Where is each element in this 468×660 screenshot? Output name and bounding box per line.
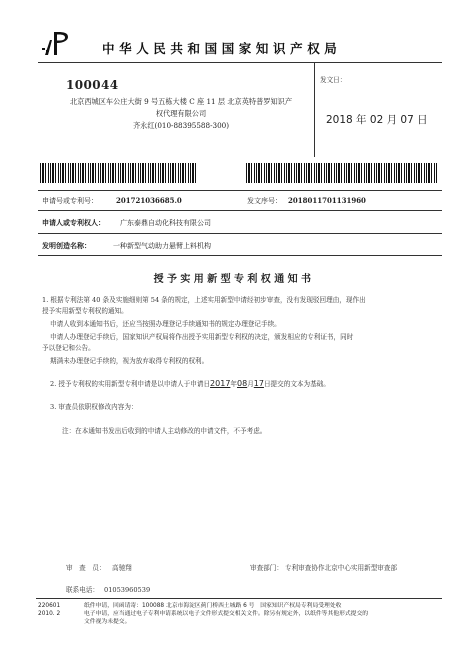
para-2-prefix: 2. 授予专利权的实用新型专利申请是以申请人于申请日 (50, 380, 211, 388)
month-char: 月 (247, 380, 254, 388)
para-3: 3. 审查员依职权修改内容为： (50, 403, 138, 411)
para-1-line-3: 申请人收到本通知书后，还应当按照办理登记手续通知书的规定办理登记手续。 (50, 320, 281, 328)
filing-year: 2017 (210, 379, 231, 388)
phone-label: 联系电话： (66, 586, 99, 594)
para-1-line-2: 授予实用新型专利权的通知。 (42, 307, 128, 315)
form-code: 220601 (38, 603, 61, 609)
para-2 (50, 378, 330, 390)
address-line-2: 权代理有限公司 (155, 109, 207, 118)
para-1-line-6: 期满未办理登记手续的，视为放弃取得专利权的权利。 (50, 357, 209, 365)
note: 注：在本通知书发出后收到的申请人主动修改的申请文件，不予考虑。 (62, 427, 267, 435)
issue-date-label: 发文日： (320, 76, 347, 84)
dept-name: 专利审查协作北京中心实用新型审查部 (285, 564, 398, 572)
para-1-line-4: 申请人办理登记手续后，国家知识产权局将作出授予实用新型专利权的决定，颁发相应的专利证书，同时 (50, 333, 354, 341)
phone-number: 01053960539 (104, 586, 151, 594)
examiner-label: 审 查 员： (66, 564, 106, 572)
applicant-label: 申请人或专利权人： (42, 218, 105, 227)
filing-day: 17 (253, 379, 264, 388)
form-version: 2010. 2 (38, 611, 61, 617)
footer-line-2: 电子申请，应当通过电子专利申请系统以电子文件形式提交相关文件。除另有规定外，以纸件等其他形式提交的 (84, 611, 369, 617)
serial-label: 发文序号： (247, 197, 282, 205)
notice-title: 授予实用新型专利权通知书 (153, 274, 315, 285)
issue-date: 2018 年 02 月 07 日 (326, 114, 428, 126)
invention-name: 一种新型气动助力悬臂上料机构 (113, 242, 211, 250)
fields-top-rule (38, 190, 442, 191)
footer-line-3: 文件视为未提交。 (84, 619, 131, 625)
sipo-logo-icon (40, 28, 80, 58)
office-name: 中华人民共和国国家知识产权局 (102, 41, 342, 56)
fields-rule-3 (38, 233, 442, 234)
para-1-line-5: 予以登记和公告。 (42, 344, 95, 352)
header-divider (38, 62, 442, 63)
footer-line-1: 纸件申请，回函请寄：100088 北京市海淀区蓟门桥西土城路 6 号 国家知识产权局专利局受理处收 (84, 603, 342, 609)
para-2-suffix: 日提交的文本为基础。 (263, 380, 330, 388)
applicant: 广东泰鼎自动化科技有限公司 (120, 219, 211, 227)
application-no: 201721036685.0 (116, 196, 182, 205)
application-no-label: 申请号或专利号： (42, 197, 98, 205)
postal-code: 100044 (66, 78, 119, 92)
barcode-right (246, 163, 438, 183)
filing-month: 08 (237, 379, 248, 388)
address-line-1: 北京西城区车公庄大街 9 号五栋大楼 C 座 11 层 北京英特普罗知识产 (69, 97, 293, 106)
barcode-left (40, 163, 198, 183)
invention-label: 发明创造名称： (42, 241, 91, 250)
para-1-line-1: 1. 根据专利法第 40 条及实施细则第 54 条的规定，上述实用新型申请经初步审查，没有发现驳回理由，现作出 (42, 296, 366, 304)
fields-bottom-rule (38, 255, 442, 256)
contact-line: 齐永红(010-88395588-300) (132, 121, 230, 130)
year-char: 年 (230, 380, 237, 388)
serial-no: 2018011701131960 (288, 196, 366, 205)
date-box-divider (314, 62, 315, 157)
footer-rule (36, 598, 442, 599)
examiner-name: 高驰翔 (112, 564, 132, 572)
fields-rule-2 (38, 210, 442, 211)
dept-label: 审查部门： (250, 564, 283, 572)
